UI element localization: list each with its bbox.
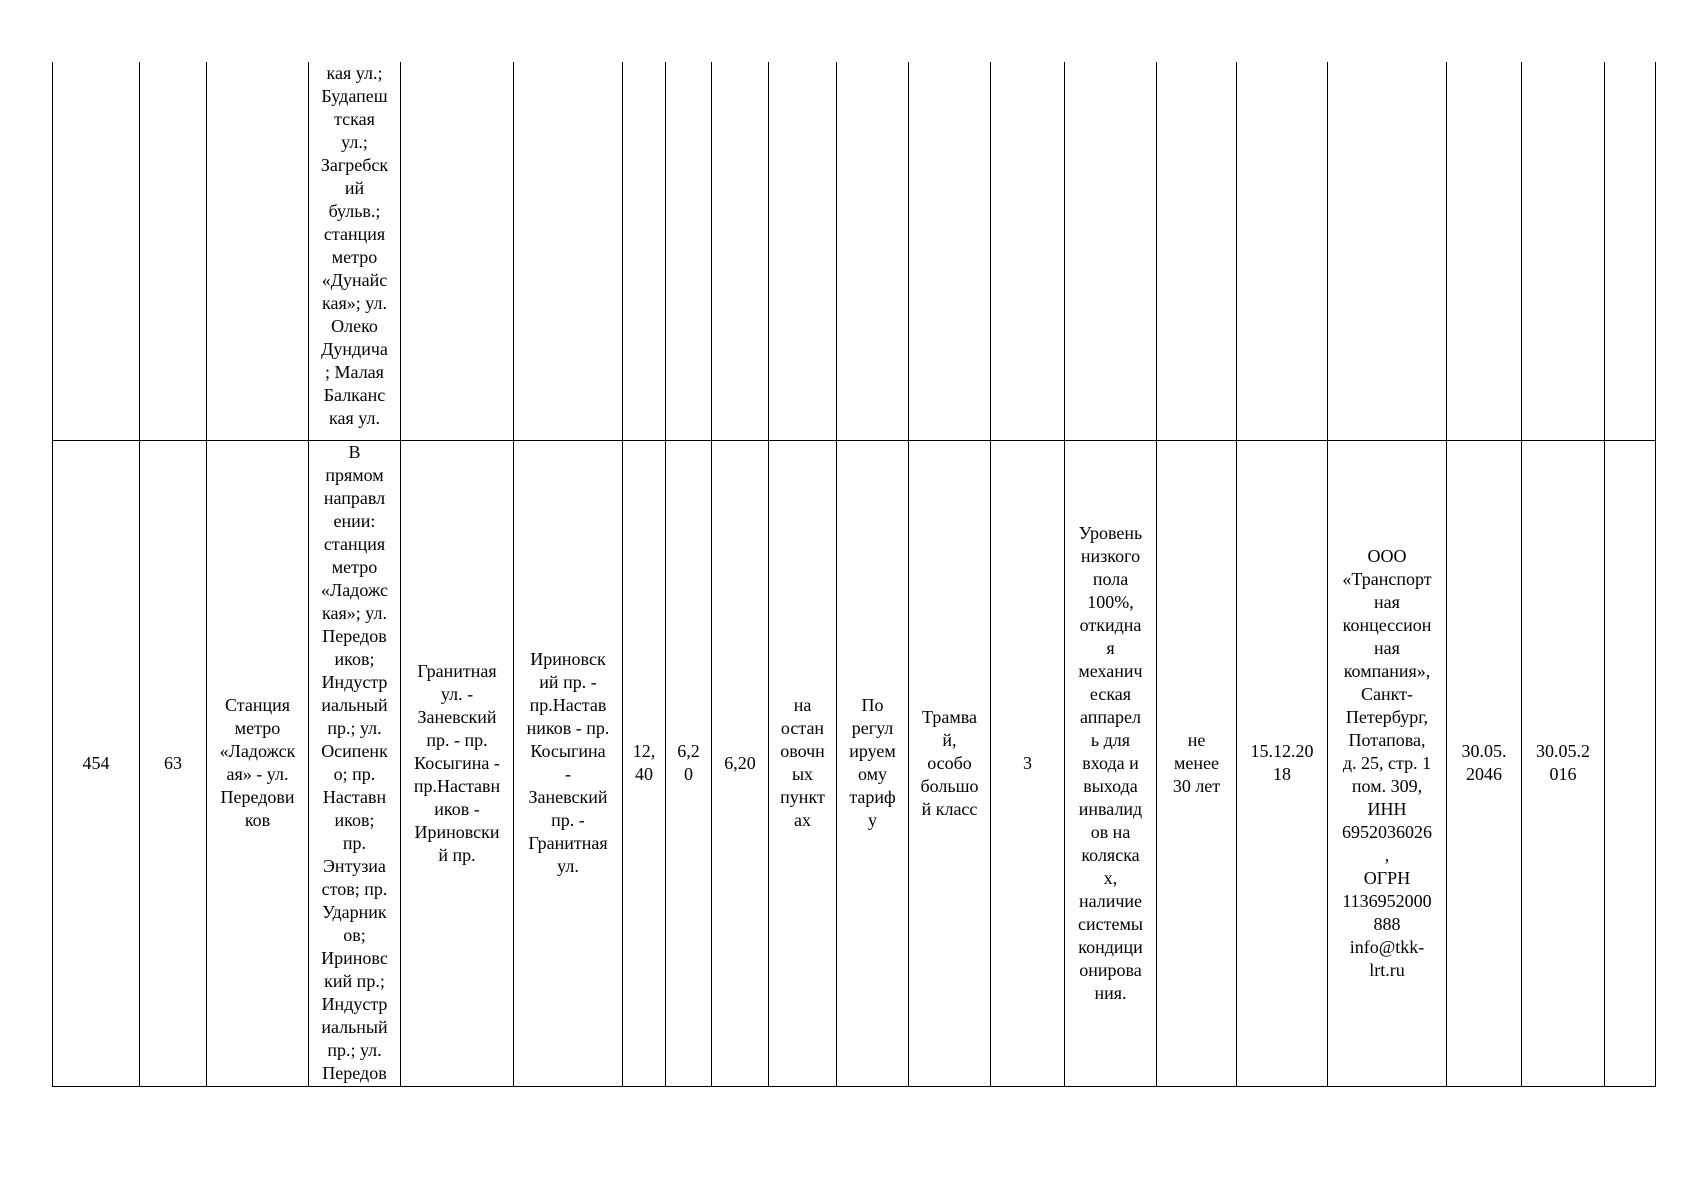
cell-stop-procedure: на остан овочн ых пункт ах bbox=[769, 440, 837, 1086]
cell-registry-number: 454 bbox=[53, 440, 140, 1086]
cell-vehicle-type: Трамва й, особо большо й класс bbox=[909, 440, 991, 1086]
cell-contract-end: 30.05. 2046 bbox=[1447, 440, 1522, 1086]
cell-length-total bbox=[623, 62, 666, 440]
cell-route-name: Станция метро «Ладожск ая» - ул. Передови ков bbox=[207, 440, 309, 1086]
table-row-route bbox=[53, 440, 1656, 1086]
cell-notes bbox=[1605, 440, 1656, 1086]
table-row-continuation bbox=[53, 62, 1656, 440]
cell-registry-number bbox=[53, 62, 140, 440]
cell-intermediate-stops: кая ул.; Будапеш тская ул.; Загребск ий бульв.; станция метро «Дунайс кая»; ул. Олеко Дундича ; Малая Балканс кая ул. bbox=[309, 62, 401, 440]
cell-carrier: ООО «Транспорт ная концессион ная компания», Санкт- Петербург, Потапова, д. 25, стр. 1 пом. 309, ИНН 6952036026 , ОГРН 1136952000 888 info@tkk- lrt.ru bbox=[1328, 440, 1447, 1086]
cell-route-name bbox=[207, 62, 309, 440]
cell-length-total: 12, 40 bbox=[623, 440, 666, 1086]
cell-contract-date bbox=[1522, 62, 1605, 440]
cell-max-age: не менее 30 лет bbox=[1157, 440, 1237, 1086]
cell-vehicle-features: Уровень низкого пола 100%, откидна я механич еская аппарел ь для входа и выхода инвалид ов на коляска х, наличие системы кондици онирова ния. bbox=[1065, 440, 1157, 1086]
cell-vehicle-count: 3 bbox=[991, 440, 1065, 1086]
cell-contract-date: 30.05.2 016 bbox=[1522, 440, 1605, 1086]
route-registry-table bbox=[52, 62, 1656, 1087]
cell-tariff-type bbox=[837, 62, 909, 440]
cell-length-forward bbox=[666, 62, 712, 440]
cell-length-backward bbox=[712, 62, 769, 440]
cell-streets-forward: Гранитная ул. - Заневский пр. - пр. Косыгина - пр.Наставн иков - Ириновски й пр. bbox=[401, 440, 514, 1086]
cell-carrier bbox=[1328, 62, 1447, 440]
cell-streets-backward: Ириновск ий пр. - пр.Настав ников - пр. Косыгина - Заневский пр. - Гранитная ул. bbox=[514, 440, 623, 1086]
cell-contract-end bbox=[1447, 62, 1522, 440]
cell-max-age bbox=[1157, 62, 1237, 440]
cell-start-date: 15.12.20 18 bbox=[1237, 440, 1328, 1086]
cell-route-number: 63 bbox=[140, 440, 207, 1086]
cell-route-number bbox=[140, 62, 207, 440]
cell-streets-forward bbox=[401, 62, 514, 440]
cell-vehicle-count bbox=[991, 62, 1065, 440]
cell-notes bbox=[1605, 62, 1656, 440]
cell-start-date bbox=[1237, 62, 1328, 440]
cell-length-backward: 6,20 bbox=[712, 440, 769, 1086]
cell-tariff-type: По регул ируем ому тариф у bbox=[837, 440, 909, 1086]
cell-streets-backward bbox=[514, 62, 623, 440]
cell-intermediate-stops: В прямом направл ении: станция метро «Ладожс кая»; ул. Передов иков; Индустр иальный пр.; ул. Осипенк о; пр. Наставн иков; пр. Энтузиа стов; пр. Ударник ов; Ириновс кий пр.; Индустр иальный пр.; ул. Передов bbox=[309, 440, 401, 1086]
cell-vehicle-type bbox=[909, 62, 991, 440]
cell-stop-procedure bbox=[769, 62, 837, 440]
cell-vehicle-features bbox=[1065, 62, 1157, 440]
cell-length-forward: 6,2 0 bbox=[666, 440, 712, 1086]
